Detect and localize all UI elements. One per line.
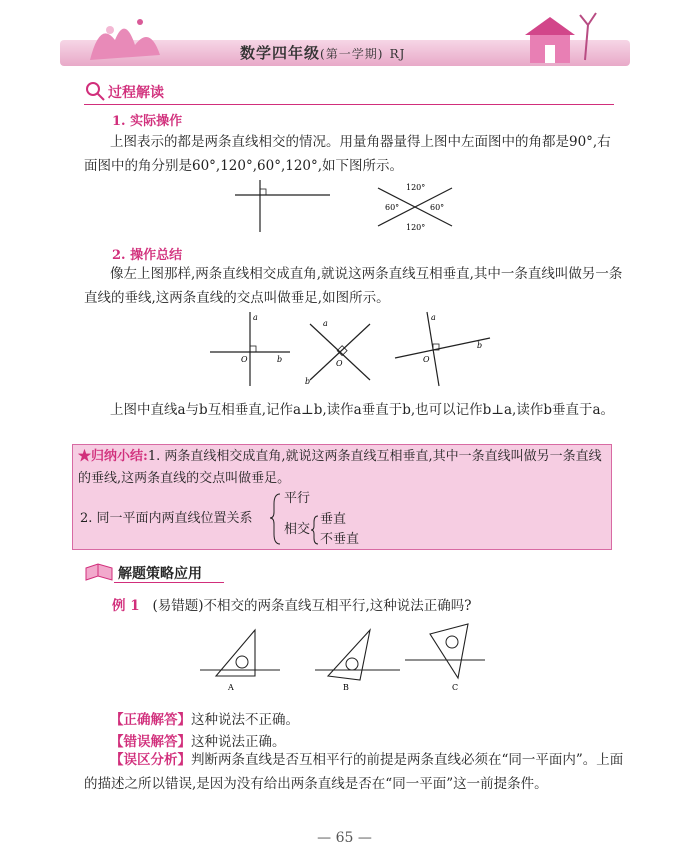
figure-triangles [200,620,490,700]
book-icon [84,560,114,582]
figure-label: A [228,683,234,692]
section-heading-process: 过程解读 [108,85,164,101]
figure-perpendicular-lines [205,310,495,390]
relation-perpendicular: 垂直 [320,512,347,527]
line-label: b [305,377,311,386]
line-label: a [431,313,436,322]
relation-not-perpendicular: 不垂直 [320,532,360,547]
magnifier-icon [84,80,106,102]
step2-text: 像左上图那样,两条直线相交成直角,就说这两条直线互相垂直,其中一条直线叫做另一条直线的垂线,这两条直线的交点叫做垂足,如图所示。 [84,266,623,306]
page-number: — 65 — [317,830,372,846]
summary-label: ★归纳小结: [78,449,148,464]
section2-underline [114,582,224,583]
point-label: O [241,355,248,364]
relation-intersect: 相交 [284,522,311,537]
point-label: O [423,355,430,364]
wrong-answer: 【错误解答】这种说法正确。 [110,734,286,750]
line-label: a [253,313,258,322]
step1-title: 1. 实际操作 [112,114,183,129]
figure-intersecting-lines [230,178,470,234]
perpendicular-notation-text: 上图中直线a与b互相垂直,记作a⊥b,读作a垂直于b,也可以记作b⊥a,读作b垂直于a。 [110,402,615,418]
section-divider [84,104,614,105]
angle-label: 120° [406,223,426,232]
header-title: 数学四年级(第一学期) RJ [240,44,406,62]
line-label: a [323,319,328,328]
example-1 [112,594,472,614]
line-label: b [477,341,483,350]
angle-label: 60° [385,203,400,212]
figure-label: B [343,683,349,692]
section-heading-strategy: 解题策略应用 [118,566,202,582]
step1-text: 上图表示的都是两条直线相交的情况。用量角器量得上图中左面图中的角都是90°,右面图中的角分别是60°,120°,60°,120°,如下图所示。 [84,134,611,174]
misconception-analysis: 【误区分析】判断两条直线是否互相平行的前提是两条直线必须在“同一平面内”。上面的描述之所以错误,是因为没有给出两条直线是否在“同一平面”这一前提条件。 [84,752,624,792]
header-decoration-right [490,5,610,70]
step2-title: 2. 操作总结 [112,248,183,263]
summary-point1: ★归纳小结:1. 两条直线相交成直角,就说这两条直线互相垂直,其中一条直线叫做另一条直线的垂线,这两条直线的交点叫做垂足。 [78,449,602,486]
correct-answer: 【正确解答】这种说法不正确。 [110,712,299,728]
line-label: b [277,355,283,364]
header-decoration-left [80,10,190,70]
example-label: 例 1 [112,598,140,614]
relation-parallel: 平行 [284,491,311,506]
example-question: (易错题)不相交的两条直线互相平行,这种说法正确吗? [152,598,472,614]
figure-label: C [452,683,459,692]
summary-point2: 2. 同一平面内两直线位置关系 [80,511,253,526]
angle-label: 120° [406,183,426,192]
angle-label: 60° [430,203,445,212]
point-label: O [336,359,343,368]
